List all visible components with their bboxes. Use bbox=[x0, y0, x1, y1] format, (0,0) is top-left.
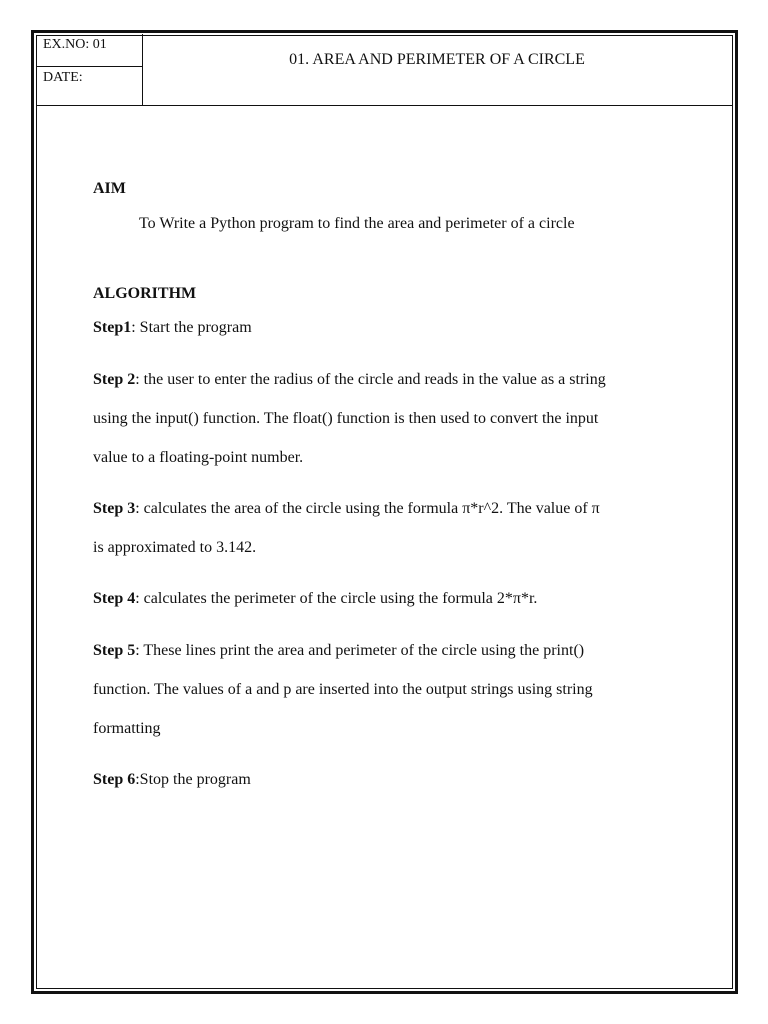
step-4 bbox=[93, 590, 537, 608]
page-title: 01. AREA AND PERIMETER OF A CIRCLE bbox=[289, 51, 585, 68]
step-5-line-2: function. The values of a and p are inserted into the output strings using string bbox=[93, 681, 593, 698]
step-6-label: Step 6 bbox=[93, 771, 136, 788]
step-5-line-3: formatting bbox=[93, 720, 161, 737]
step-4-label: Step 4 bbox=[93, 590, 136, 607]
step-5-label: Step 5 bbox=[93, 642, 136, 659]
step-3-line-1: : calculates the area of the circle using the formula π*r^2. The value of π bbox=[135, 500, 600, 517]
aim-heading: AIM bbox=[93, 180, 126, 197]
step-1 bbox=[93, 319, 252, 337]
step-1-label: Step1 bbox=[93, 319, 132, 336]
step-2-line-3: value to a floating-point number. bbox=[93, 449, 304, 466]
step-6-line-1: :Stop the program bbox=[135, 771, 251, 788]
step-5-line-1: : These lines print the area and perimeter of the circle using the print() bbox=[135, 642, 585, 659]
step-3-line-2: is approximated to 3.142. bbox=[93, 539, 257, 556]
date-field: DATE: bbox=[43, 70, 83, 85]
header-info-column bbox=[36, 34, 143, 105]
step-3-label: Step 3 bbox=[93, 500, 136, 517]
step-5 bbox=[93, 642, 584, 660]
step-2-line-2: using the input() function. The float() function is then used to convert the input bbox=[93, 410, 599, 427]
document-header bbox=[36, 34, 732, 106]
exercise-number: EX.NO: 01 bbox=[36, 34, 142, 67]
step-2-label: Step 2 bbox=[93, 371, 136, 388]
step-1-line-1: : Start the program bbox=[131, 319, 252, 336]
step-4-line-1: : calculates the perimeter of the circle using the formula 2*π*r. bbox=[135, 590, 538, 607]
step-2-line-1: : the user to enter the radius of the circle and reads in the value as a string bbox=[135, 371, 606, 388]
step-2 bbox=[93, 371, 606, 389]
step-3 bbox=[93, 500, 600, 518]
aim-text: To Write a Python program to find the area and perimeter of a circle bbox=[139, 215, 575, 232]
step-6 bbox=[93, 771, 251, 789]
algorithm-heading: ALGORITHM bbox=[93, 285, 197, 302]
